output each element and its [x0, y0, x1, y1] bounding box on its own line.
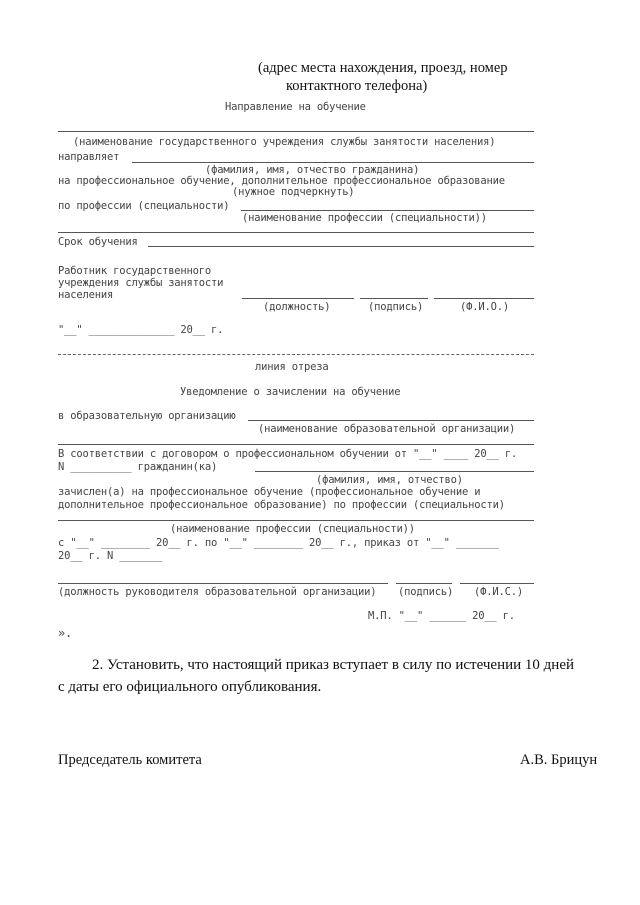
- head-position-field[interactable]: [58, 583, 388, 584]
- contract-line: В соответствии с договором о профессиональном обучении от "__" ____ 20__ г.: [58, 448, 518, 460]
- head-position-caption: (должность руководителя образовательной организации): [58, 586, 377, 598]
- closing-quote: ».: [58, 626, 73, 640]
- citizen-name-caption: (фамилия, имя, отчество гражданина): [205, 164, 420, 176]
- referral-date-line: "__" ______________ 20__ г.: [58, 324, 224, 336]
- period-line: с "__" ________ 20__ г. по "__" ________ 20__ г., приказ от "__" _______: [58, 537, 499, 549]
- stamp-date-line: М.П. "__" ______ 20__ г.: [368, 610, 515, 622]
- order-no-line: 20__ г. N _______: [58, 550, 163, 562]
- fio-caption: (Ф.И.О.): [460, 301, 509, 313]
- fio-field[interactable]: [434, 298, 534, 299]
- position-field[interactable]: [242, 298, 354, 299]
- employment-service-caption: (наименование государственного учреждения службы занятости населения): [73, 136, 496, 148]
- address-line-2: контактного телефона): [286, 78, 428, 94]
- profession-field[interactable]: [241, 210, 534, 211]
- notice-profession-field[interactable]: [58, 520, 534, 521]
- clause-2-line-1: 2. Установить, что настоящий приказ вступает в силу по истечении 10 дней: [92, 657, 575, 673]
- position-caption: (должность): [263, 301, 331, 313]
- profession-field-2[interactable]: [58, 232, 534, 233]
- training-type-line: на профессиональное обучение, дополнительное профессиональное образование: [58, 175, 505, 187]
- notice-title: Уведомление о зачислении на обучение: [180, 386, 401, 398]
- cut-line-label: линия отреза: [255, 361, 329, 373]
- head-signature-field[interactable]: [396, 583, 452, 584]
- referral-title: Направление на обучение: [225, 101, 366, 113]
- signatory-position: Председатель комитета: [58, 752, 202, 768]
- contract-no-line: N __________ гражданин(ка): [58, 461, 218, 473]
- head-fio-caption: (Ф.И.С.): [474, 586, 523, 598]
- notice-profession-caption: (наименование профессии (специальности)): [170, 523, 415, 535]
- head-signature-caption: (подпись): [398, 586, 454, 598]
- term-field[interactable]: [148, 246, 534, 247]
- head-fio-field[interactable]: [460, 583, 534, 584]
- directs-label: направляет: [58, 151, 120, 163]
- org-field-2[interactable]: [58, 444, 534, 445]
- address-line-1: (адрес места нахождения, проезд, номер: [258, 60, 508, 76]
- enrolled-line-1: зачислен(а) на профессиональное обучение (профессиональное обучение и: [58, 486, 481, 498]
- worker-line-1: Работник государственного: [58, 265, 212, 277]
- term-label: Срок обучения: [58, 236, 138, 248]
- signature-field[interactable]: [360, 298, 428, 299]
- underline-note: (нужное подчеркнуть): [232, 186, 355, 198]
- to-org-label: в образовательную организацию: [58, 410, 236, 422]
- signature-caption: (подпись): [368, 301, 424, 313]
- clause-2-line-2: с даты его официального опубликования.: [58, 679, 322, 695]
- enrolled-line-2: дополнительное профессиональное образование) по профессии (специальности): [58, 499, 505, 511]
- org-field[interactable]: [248, 420, 534, 421]
- profession-label: по профессии (специальности): [58, 200, 230, 212]
- cut-line: [58, 354, 534, 355]
- citizen-name-field[interactable]: [132, 162, 534, 163]
- citizen-caption: (фамилия, имя, отчество): [316, 474, 463, 486]
- worker-line-3: населения: [58, 289, 114, 301]
- org-caption: (наименование образовательной организации): [258, 423, 516, 435]
- worker-line-2: учреждения службы занятости: [58, 277, 224, 289]
- signatory-name: А.В. Брицун: [520, 752, 598, 768]
- employment-service-field[interactable]: [58, 131, 534, 132]
- citizen-field[interactable]: [255, 471, 534, 472]
- profession-caption: (наименование профессии (специальности)): [242, 212, 487, 224]
